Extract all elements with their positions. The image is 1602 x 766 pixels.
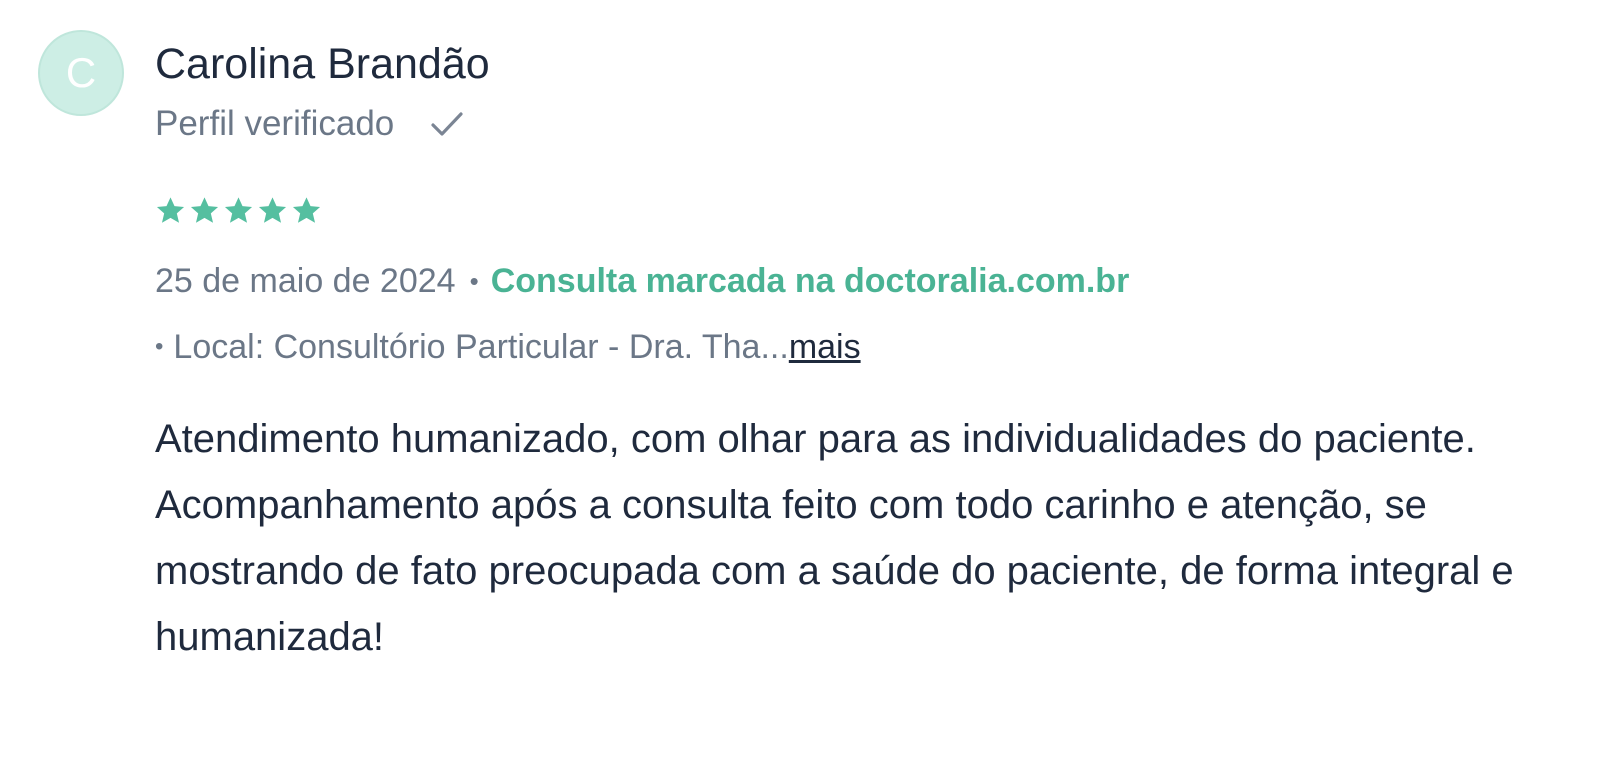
check-icon xyxy=(430,107,464,141)
review-date: 25 de maio de 2024 xyxy=(155,261,456,300)
booking-source: Consulta marcada na doctoralia.com.br xyxy=(490,261,1130,300)
author-name: Carolina Brandão xyxy=(155,40,490,88)
star-icon xyxy=(257,195,288,226)
review-meta xyxy=(155,258,1129,304)
star-icon xyxy=(189,195,220,226)
star-icon xyxy=(155,195,186,226)
location-bullet: • xyxy=(155,333,164,360)
verified-profile xyxy=(155,102,464,146)
location-text: Local: Consultório Particular - Dra. Tha... xyxy=(173,327,789,366)
avatar xyxy=(38,30,124,116)
meta-separator: • xyxy=(469,265,479,296)
review-paragraph: Acompanhamento após a consulta feito com todo carinho e atenção, se mostrando de fato preocupada com a saúde do paciente, de forma integral e humanizada! xyxy=(155,483,1514,659)
review-paragraph: Atendimento humanizado, com olhar para as individualidades do paciente. xyxy=(155,417,1476,461)
star-icon xyxy=(291,195,322,226)
avatar-initial: C xyxy=(65,49,97,96)
review-text xyxy=(155,406,1585,670)
more-link[interactable]: mais xyxy=(788,327,861,366)
star-icon xyxy=(223,195,254,226)
review-location xyxy=(155,325,861,369)
verified-label: Perfil verificado xyxy=(155,104,395,143)
star-rating xyxy=(155,195,322,226)
